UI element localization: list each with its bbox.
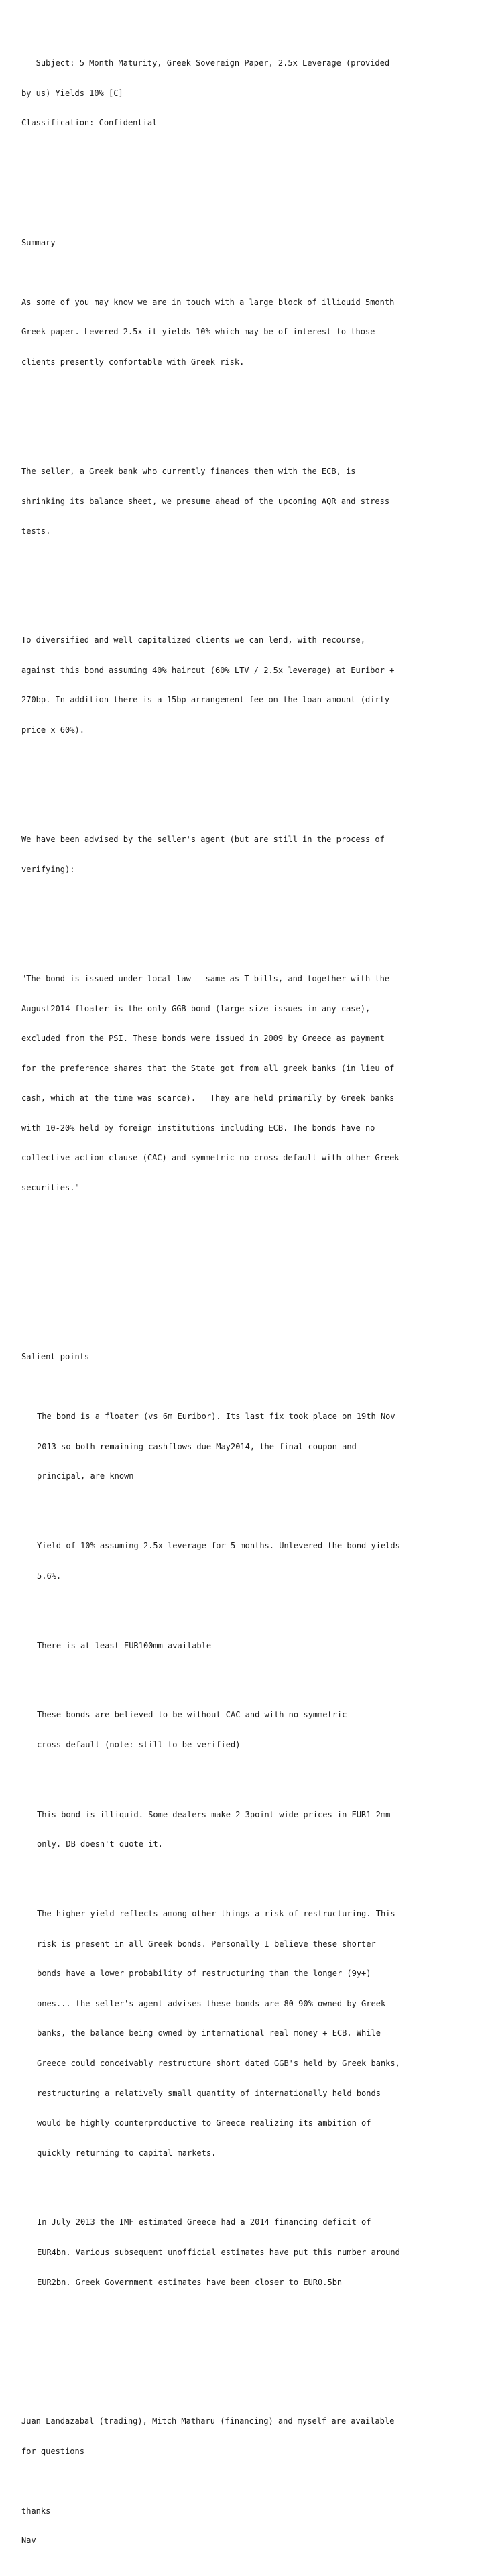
email-header — [21, 39, 484, 148]
salient-point — [21, 1621, 484, 1670]
spacer — [21, 178, 484, 188]
point-line: cross-default (note: still to be verified) — [37, 1739, 241, 1750]
salient-point — [21, 1521, 484, 1601]
point-line: ones... the seller's agent advises these bonds are 80-90% owned by Greek — [37, 1998, 386, 2008]
contacts-line: for questions — [21, 2446, 84, 2456]
paragraph-line: tests. — [21, 526, 51, 536]
spacer — [21, 1292, 484, 1302]
spacer — [21, 2476, 484, 2486]
paragraph-line: To diversified and well capitalized clients we can lend, with recourse, — [21, 635, 365, 646]
spacer — [21, 914, 484, 924]
point-line: risk is present in all Greek bonds. Personally I believe these shorter — [37, 1939, 376, 1949]
paragraph-line: verifying): — [21, 864, 75, 874]
point-line: would be highly counterproductive to Greece realizing its ambition of — [37, 2118, 371, 2128]
subject-line: by us) Yields 10% [C] — [21, 88, 123, 98]
thanks-line: thanks — [21, 2506, 51, 2516]
paragraph-line: for the preference shares that the State got from all greek banks (in lieu of — [21, 1063, 395, 1073]
point-line: The higher yield reflects among other things a risk of restructuring. This — [37, 1909, 395, 1919]
point-line: Yield of 10% assuming 2.5x leverage for 5 months. Unlevered the bond yields — [37, 1541, 400, 1551]
classification-line: Classification: Confidential — [21, 118, 158, 128]
paragraph-line: against this bond assuming 40% haircut (60% LTV / 2.5x leverage) at Euribor + — [21, 665, 395, 675]
salient-point — [21, 1890, 484, 2178]
point-line: In July 2013 the IMF estimated Greece had a 2014 financing deficit of — [37, 2217, 371, 2227]
salient-point — [21, 1790, 484, 1869]
point-line: quickly returning to capital markets. — [37, 2148, 217, 2158]
salient-heading: Salient points — [21, 1352, 90, 1362]
paragraph-line: excluded from the PSI. These bonds were issued in 2009 by Greece as payment — [21, 1034, 385, 1044]
salient-point — [21, 2198, 484, 2307]
point-line: principal, are known — [37, 1471, 134, 1481]
closing-section — [21, 2397, 484, 2566]
point-line: EUR2bn. Greek Government estimates have been closer to EUR0.5bn — [37, 2277, 343, 2287]
point-line: EUR4bn. Various subsequent unofficial estimates have put this number around — [37, 2248, 400, 2257]
paragraph-line: We have been advised by the seller's agent (but are still in the process of — [21, 835, 385, 845]
paragraph-line: As some of you may know we are in touch with a large block of illiquid 5month — [21, 297, 395, 307]
summary-section — [21, 218, 484, 1233]
point-line: banks, the balance being owned by international real money + ECB. While — [37, 2028, 381, 2038]
paragraph-line: August2014 floater is the only GGB bond (large size issues in any case), — [21, 1003, 371, 1014]
point-line: only. DB doesn't quote it. — [37, 1839, 163, 1849]
paragraph-line: collective action clause (CAC) and symmetric no cross-default with other Greek — [21, 1153, 399, 1163]
point-line: bonds have a lower probability of restructuring than the longer (9y+) — [37, 1969, 371, 1979]
salient-points-section — [21, 1332, 484, 2327]
spacer — [21, 407, 484, 417]
point-line: restructuring a relatively small quantity of internationally held bonds — [37, 2088, 381, 2098]
quoted-paragraph — [21, 954, 484, 1213]
summary-heading: Summary — [21, 237, 56, 247]
salient-point — [21, 1392, 484, 1501]
summary-paragraph — [21, 278, 484, 387]
summary-paragraph — [21, 446, 484, 556]
point-line: The bond is a floater (vs 6m Euribor). Its last fix took place on 19th Nov — [37, 1412, 395, 1422]
salient-point — [21, 1691, 484, 1770]
spacer — [21, 2357, 484, 2367]
summary-paragraph — [21, 616, 484, 755]
point-line: There is at least EUR100mm available — [37, 1640, 212, 1650]
spacer — [21, 775, 484, 785]
paragraph-line: price x 60%). — [21, 725, 84, 735]
subject-line: Subject: 5 Month Maturity, Greek Sovereign Paper, 2.5x Leverage (provided — [21, 58, 390, 68]
paragraph-line: securities." — [21, 1182, 80, 1192]
summary-paragraph — [21, 815, 484, 895]
paragraph-line: 270bp. In addition there is a 15bp arrangement fee on the loan amount (dirty — [21, 695, 390, 705]
point-line: These bonds are believed to be without CAC and with no-symmetric — [37, 1710, 347, 1720]
spacer — [21, 1262, 484, 1272]
signature: Nav — [21, 2536, 36, 2546]
spacer — [21, 576, 484, 586]
point-line: 2013 so both remaining cashflows due May2014, the final coupon and — [37, 1441, 357, 1451]
contacts-line: Juan Landazabal (trading), Mitch Matharu (financing) and myself are available — [21, 2416, 395, 2427]
paragraph-line: cash, which at the time was scarce). They are held primarily by Greek banks — [21, 1093, 395, 1103]
paragraph-line: Greek paper. Levered 2.5x it yields 10% which may be of interest to those — [21, 327, 375, 337]
paragraph-line: with 10-20% held by foreign institutions including ECB. The bonds have no — [21, 1123, 375, 1133]
paragraph-line: The seller, a Greek bank who currently finances them with the ECB, is — [21, 466, 356, 476]
point-line: This bond is illiquid. Some dealers make 2-3point wide prices in EUR1-2mm — [37, 1809, 391, 1819]
paragraph-line: clients presently comfortable with Greek risk. — [21, 357, 245, 367]
email-document — [21, 19, 484, 2576]
point-line: Greece could conceivably restructure short dated GGB's held by Greek banks, — [37, 2058, 400, 2068]
paragraph-line: "The bond is issued under local law - same as T-bills, and together with the — [21, 974, 390, 983]
point-line: 5.6%. — [37, 1571, 62, 1581]
paragraph-line: shrinking its balance sheet, we presume ahead of the upcoming AQR and stress — [21, 496, 390, 506]
